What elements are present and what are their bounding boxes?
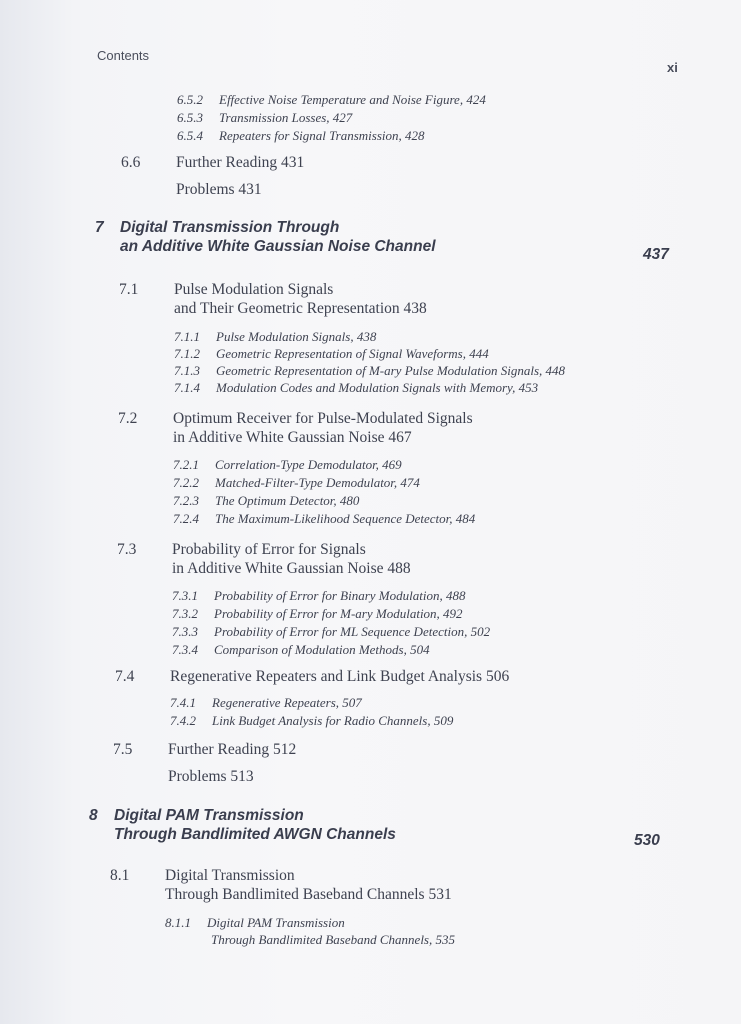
toc-section: 6.6 Further Reading 431	[121, 154, 305, 171]
chapter-page-number: 530	[634, 832, 660, 849]
running-header-title: Contents	[97, 48, 150, 63]
toc-subsection: 7.3.4 Comparison of Modulation Methods, 504	[172, 642, 430, 657]
toc-subsection: 7.1.1 Pulse Modulation Signals, 438	[174, 329, 377, 344]
toc-section: 7.3 Probability of Error for Signals in Additive White Gaussian Noise 488	[117, 541, 411, 577]
toc-subsection: 7.3.3 Probability of Error for ML Sequence Detection, 502	[172, 624, 491, 639]
toc-problems: Problems 513	[168, 768, 254, 785]
toc-subsection: 7.4.2 Link Budget Analysis for Radio Channels, 509	[170, 713, 454, 728]
toc-subsection: 7.3.2 Probability of Error for M-ary Modulation, 492	[172, 606, 463, 621]
chapter-page-number: 437	[643, 246, 669, 263]
toc-section: 7.4 Regenerative Repeaters and Link Budget Analysis 506	[115, 668, 510, 685]
toc-subsection: 7.1.2 Geometric Representation of Signal Waveforms, 444	[174, 346, 489, 361]
toc-subsection: 6.5.2 Effective Noise Temperature and Noise Figure, 424	[177, 92, 486, 107]
toc-section: 7.1 Pulse Modulation Signals and Their Geometric Representation 438	[119, 281, 427, 317]
toc-subsection: 6.5.4 Repeaters for Signal Transmission, 428	[177, 128, 425, 143]
toc-section: 7.2 Optimum Receiver for Pulse-Modulated Signals in Additive White Gaussian Noise 467	[118, 410, 473, 446]
page-number: xi	[667, 60, 678, 75]
toc-subsection: 7.2.1 Correlation-Type Demodulator, 469	[173, 457, 402, 472]
toc-subsection: 6.5.3 Transmission Losses, 427	[177, 110, 353, 125]
toc-subsection: 7.2.4 The Maximum-Likelihood Sequence Detector, 484	[173, 511, 476, 526]
toc-subsection: 7.3.1 Probability of Error for Binary Modulation, 488	[172, 588, 466, 603]
toc-subsection: 7.1.4 Modulation Codes and Modulation Signals with Memory, 453	[174, 380, 539, 395]
toc-chapter: 7 Digital Transmission Through an Additive White Gaussian Noise Channel	[95, 219, 436, 255]
toc-subsection: 7.1.3 Geometric Representation of M-ary Pulse Modulation Signals, 448	[174, 363, 566, 378]
toc-section: 7.5 Further Reading 512	[113, 741, 297, 758]
toc-problems: Problems 431	[176, 181, 262, 198]
toc-subsection: 7.2.3 The Optimum Detector, 480	[173, 493, 360, 508]
toc-chapter: 8 Digital PAM Transmission Through Bandlimited AWGN Channels	[89, 807, 396, 843]
toc-subsection: 7.2.2 Matched-Filter-Type Demodulator, 474	[173, 475, 420, 490]
toc-subsection: 7.4.1 Regenerative Repeaters, 507	[170, 695, 362, 710]
toc-subsection: 8.1.1 Digital PAM Transmission Through Bandlimited Baseband Channels, 535	[165, 915, 455, 947]
toc-section: 8.1 Digital Transmission Through Bandlimited Baseband Channels 531	[110, 867, 452, 903]
